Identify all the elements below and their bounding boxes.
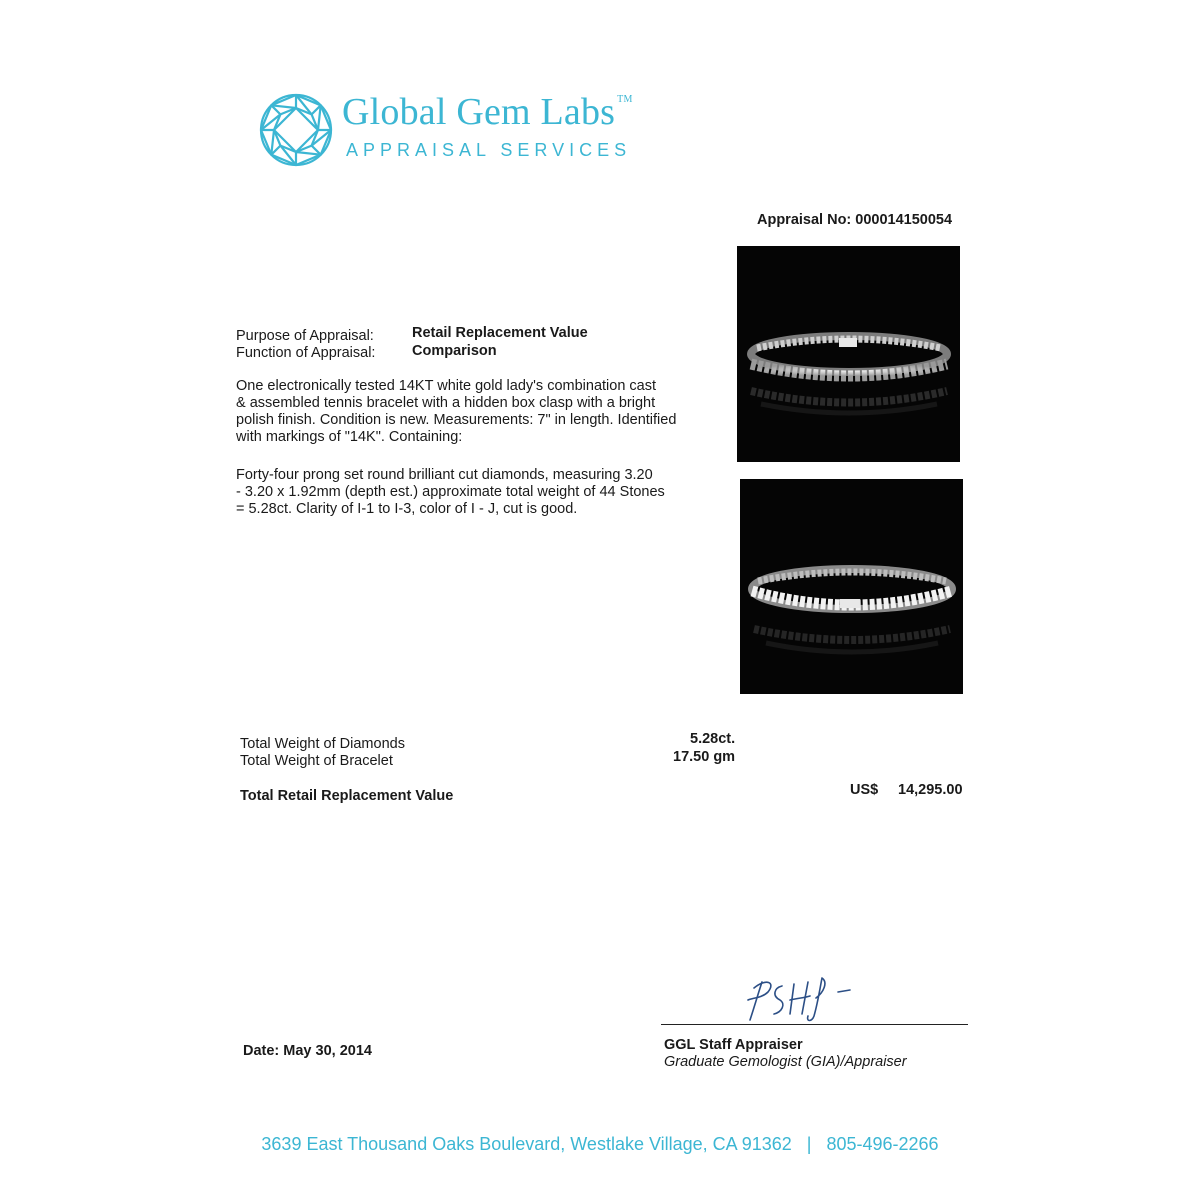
appraisal-date: Date: May 30, 2014	[243, 1043, 372, 1059]
description-line: & assembled tennis bracelet with a hidden box clasp with a bright	[236, 395, 656, 411]
total-bracelet-label: Total Weight of Bracelet	[240, 753, 393, 769]
description-line: with markings of "14K". Containing:	[236, 429, 463, 445]
total-diamonds-value: 5.28ct.	[690, 731, 736, 747]
description-line: polish finish. Condition is new. Measurements: 7" in length. Identified	[236, 412, 677, 428]
item-description	[236, 378, 716, 446]
bracelet-photo-bottom	[740, 479, 963, 694]
currency-label: US$	[850, 782, 879, 798]
appraiser-signature	[740, 968, 860, 1024]
trademark-mark: TM	[617, 94, 633, 105]
footer-address: 3639 East Thousand Oaks Boulevard, Westlake Village, CA 91362	[261, 1134, 792, 1154]
total-bracelet-value: 17.50 gm	[673, 749, 736, 765]
diamond-description	[236, 467, 716, 518]
function-value: Comparison	[412, 343, 497, 359]
purpose-label: Purpose of Appraisal:	[236, 328, 374, 344]
bracelet-photo-top	[737, 246, 960, 462]
brand-name: Global Gem Labs ™	[342, 91, 633, 133]
total-retail-label: Total Retail Replacement Value	[240, 788, 454, 804]
diamond-line: - 3.20 x 1.92mm (depth est.) approximate total weight of 44 Stones	[236, 484, 665, 500]
brand-logo	[258, 92, 334, 168]
appraiser-title: Graduate Gemologist (GIA)/Appraiser	[664, 1054, 907, 1070]
purpose-value: Retail Replacement Value	[412, 325, 588, 341]
footer-contact	[0, 1134, 1200, 1155]
description-line: One electronically tested 14KT white gold lady's combination cast	[236, 378, 657, 394]
total-diamonds-label: Total Weight of Diamonds	[240, 736, 405, 752]
diamond-line: Forty-four prong set round brilliant cut diamonds, measuring 3.20	[236, 467, 653, 483]
footer-separator: |	[806, 1134, 812, 1154]
footer-phone: 805-496-2266	[826, 1134, 939, 1154]
function-label: Function of Appraisal:	[236, 345, 376, 361]
appraisal-number: Appraisal No: 000014150054	[757, 212, 953, 228]
signature-line	[661, 1024, 968, 1025]
round-brilliant-diamond-icon	[258, 92, 334, 168]
brand-subtitle: APPRAISAL SERVICES	[346, 140, 632, 160]
total-retail-value: 14,295.00	[898, 782, 963, 798]
diamond-line: = 5.28ct. Clarity of I-1 to I-3, color of I - J, cut is good.	[236, 501, 578, 517]
appraiser-name: GGL Staff Appraiser	[664, 1037, 803, 1053]
